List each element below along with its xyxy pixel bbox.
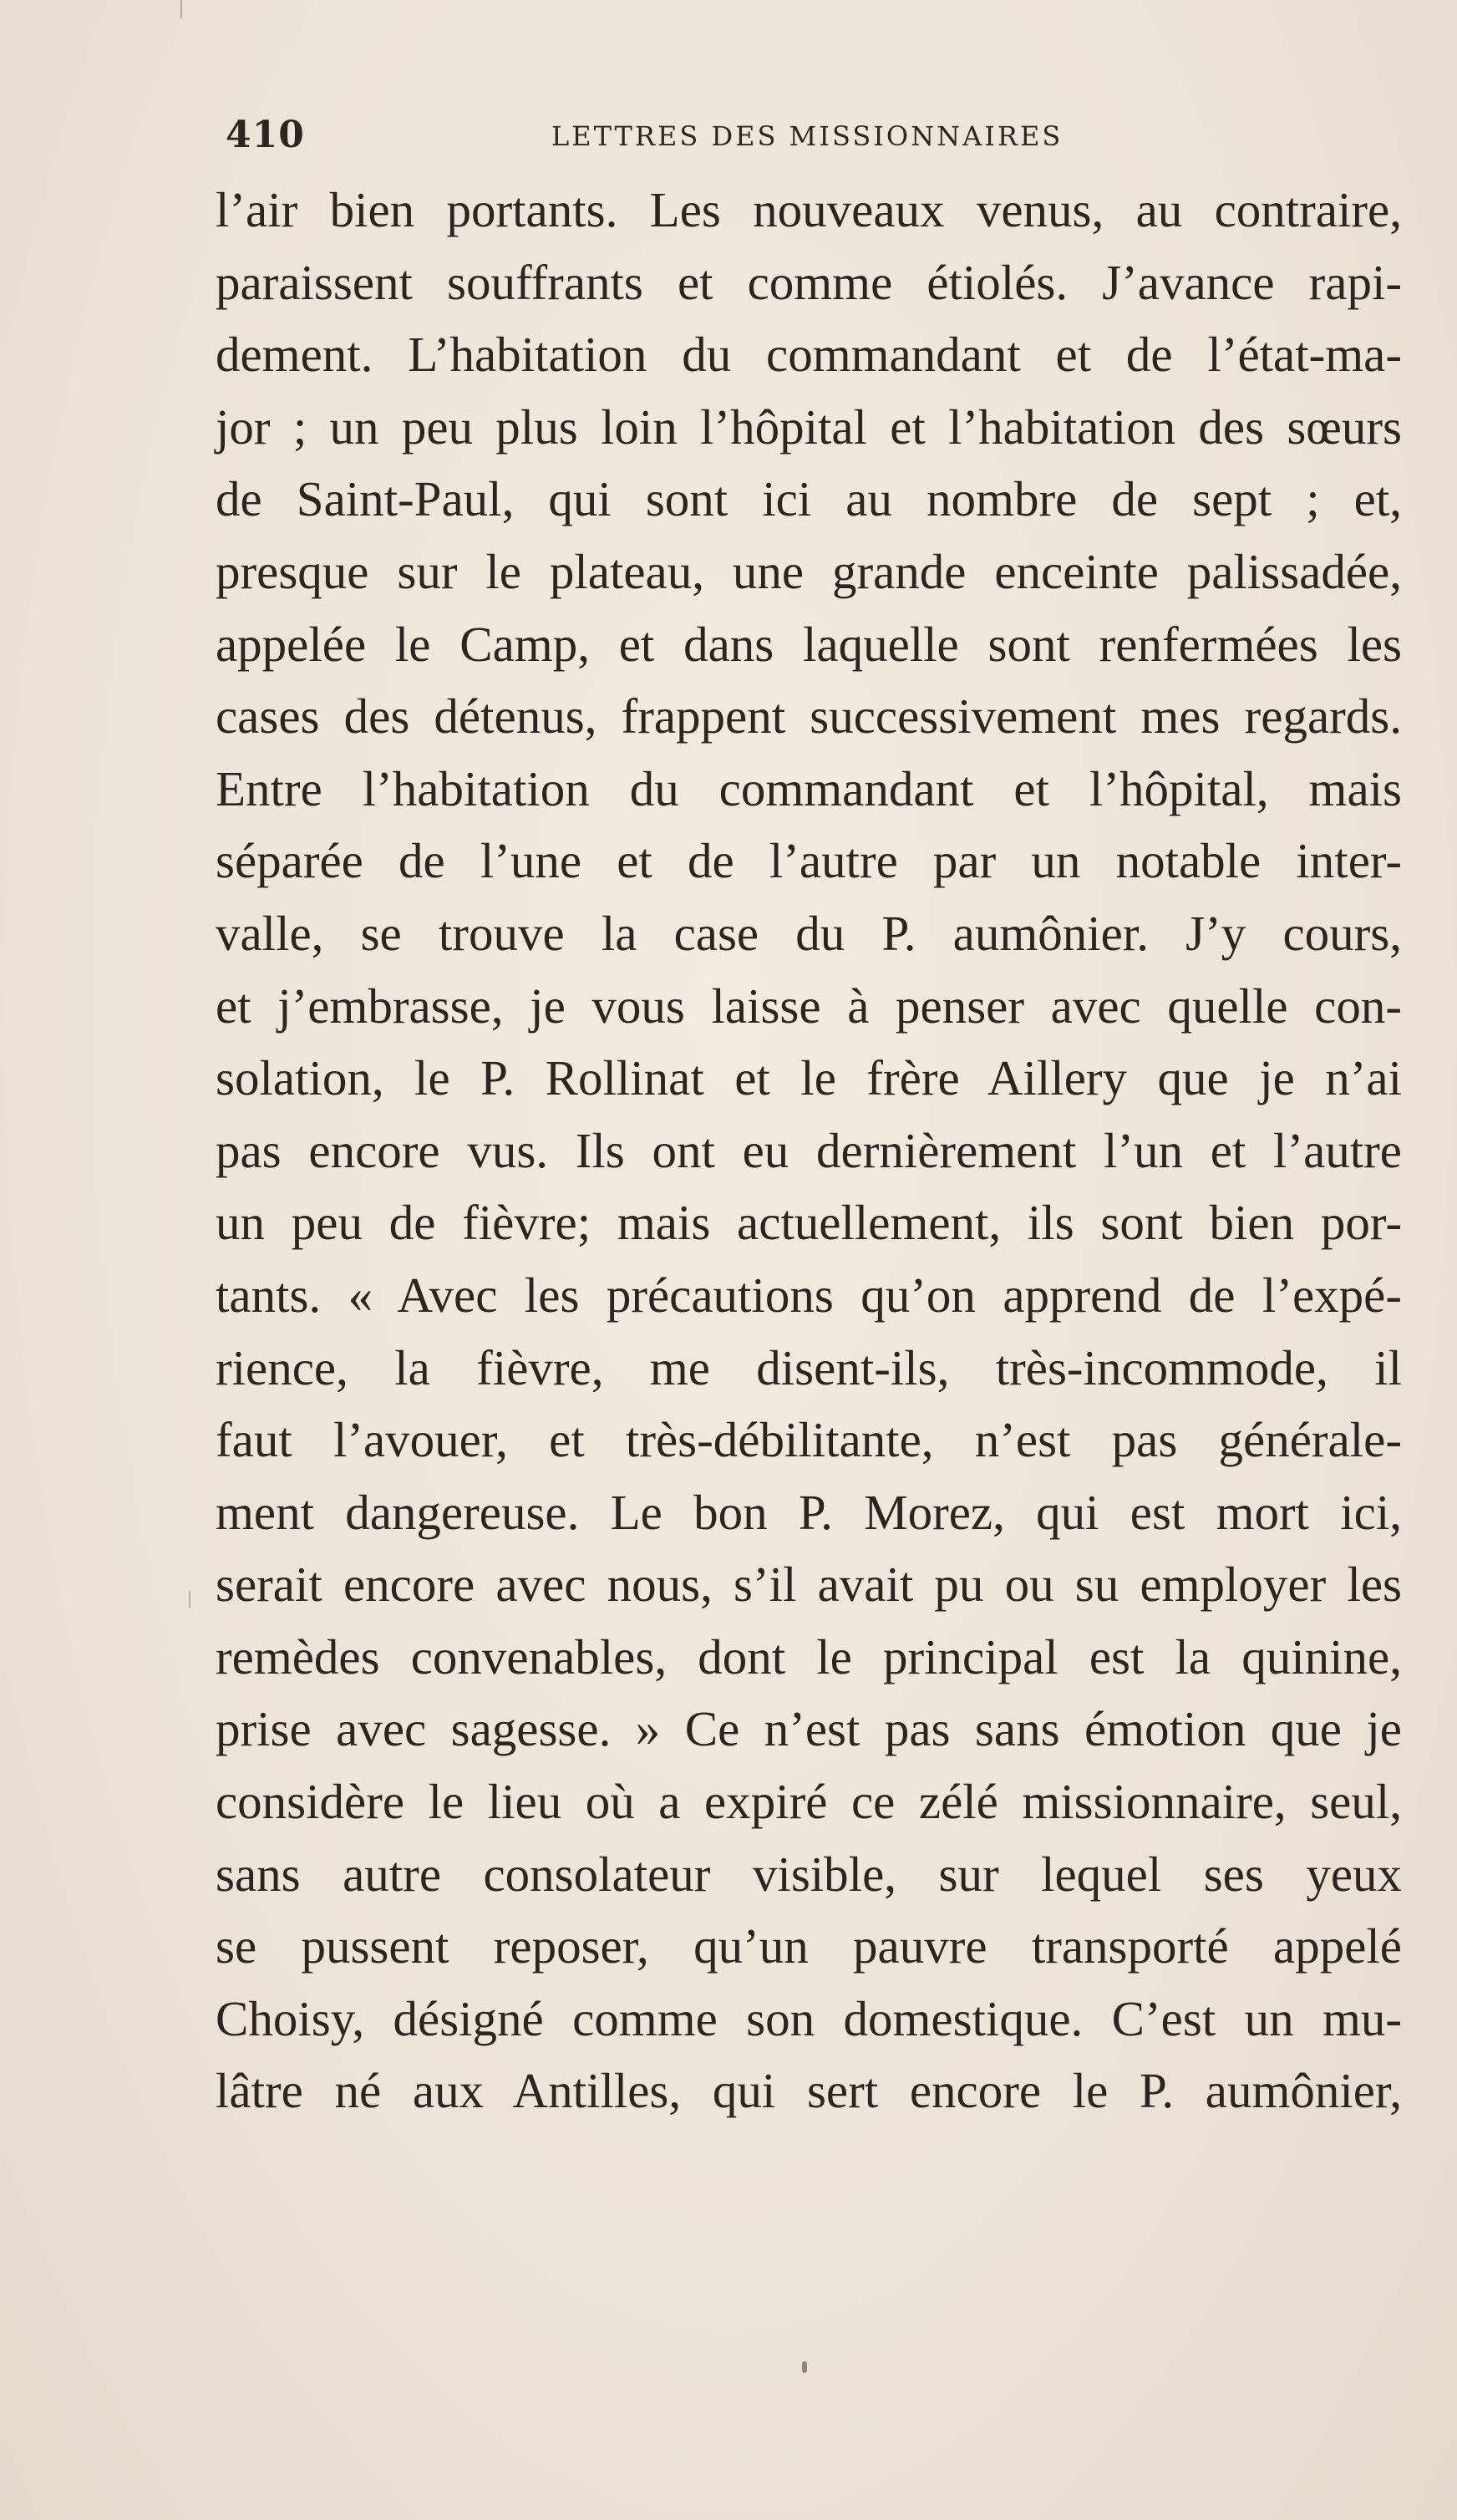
text-line: appelée le Camp, et dans laquelle sont renfermées les [216,616,1402,672]
text-line: prise avec sagesse. » Ce n’est pas sans émotion que je [216,1701,1402,1757]
text-line: un peu de fièvre; mais actuellement, ils sont bien por- [216,1195,1402,1251]
text-line: rience, la fièvre, me disent-ils, très-incommode, il [216,1339,1402,1395]
text-line: paraissent souffrants et comme étiolés. J’avance rapi- [216,254,1402,310]
text-line: cases des détenus, frappent successivement mes regards. [216,688,1402,744]
text-line: lâtre né aux Antilles, qui sert encore le P. aumônier, [216,2063,1402,2119]
text-line: considère le lieu où a expiré ce zélé missionnaire, seul, [216,1774,1402,1830]
text-line: se pussent reposer, qu’un pauvre transporté appelé [216,1918,1402,1974]
body-text [216,174,1402,2127]
text-line: Choisy, désigné comme son domestique. C’est un mu- [216,1990,1402,2046]
text-line: serait encore avec nous, s’il avait pu ou su employer les [216,1557,1402,1613]
text-line: séparée de l’une et de l’autre par un notable inter- [216,833,1402,889]
text-line: pas encore vus. Ils ont eu dernièrement l’un et l’autre [216,1122,1402,1178]
text-line: solation, le P. Rollinat et le frère Aillery que je n’ai [216,1050,1402,1106]
text-line: de Saint-Paul, qui sont ici au nombre de sept ; et, [216,471,1402,527]
text-line: Entre l’habitation du commandant et l’hôpital, mais [216,760,1402,816]
page-number: 410 [226,114,305,156]
text-line: presque sur le plateau, une grande enceinte palissadée, [216,543,1402,599]
text-line: l’air bien portants. Les nouveaux venus, au contraire, [216,182,1402,237]
text-line: valle, se trouve la case du P. aumônier. J’y cours, [216,905,1402,961]
text-line: et j’embrasse, je vous laisse à penser avec quelle con- [216,978,1402,1034]
ink-speck [802,2361,807,2373]
page-header [226,107,1395,174]
text-line: jor ; un peu plus loin l’hôpital et l’habitation des sœurs [216,399,1402,455]
text-line: faut l’avouer, et très-débilitante, n’est pas générale- [216,1412,1402,1468]
text-line: dement. L’habitation du commandant et de l’état-ma- [216,327,1402,383]
running-head: LETTRES DES MISSIONNAIRES [551,120,1064,152]
text-line: tants. « Avec les précautions qu’on apprend de l’expé- [216,1267,1402,1323]
text-line: remèdes convenables, dont le principal est la quinine, [216,1628,1402,1684]
text-line: sans autre consolateur visible, sur lequel ses yeux [216,1846,1402,1902]
margin-mark [189,1591,190,1608]
text-line: ment dangereuse. Le bon P. Morez, qui est mort ici, [216,1484,1402,1540]
page-edge-mark [180,0,182,18]
